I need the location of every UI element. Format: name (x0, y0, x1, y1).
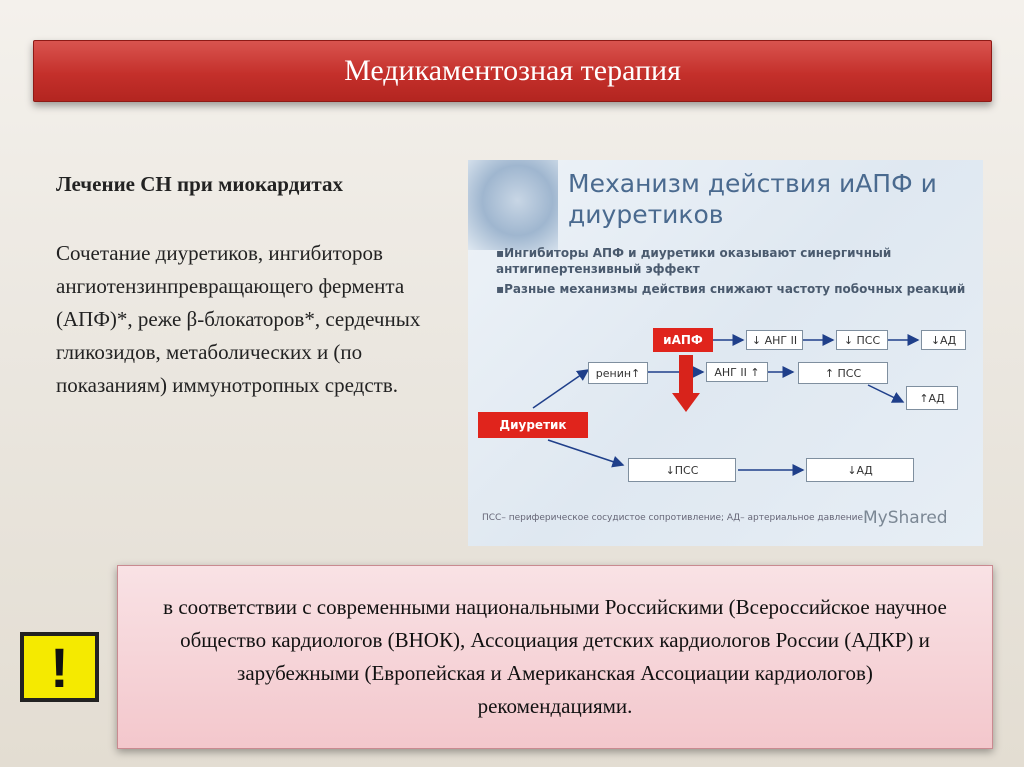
slide-title-bar (33, 40, 992, 102)
node-pss-down-bottom: ↓ПСС (628, 458, 736, 482)
node-pss-up: ↑ ПСС (798, 362, 888, 384)
slide-title: Медикаментозная терапия (344, 54, 681, 87)
body-text (56, 237, 436, 402)
node-ad-down-bottom: ↓АД (806, 458, 914, 482)
red-down-arrow-head (672, 393, 700, 412)
figure-title: Механизм действия иАПФ и диуретиков (568, 169, 937, 229)
mechanism-figure (468, 160, 983, 546)
exclamation-warning-icon (20, 632, 99, 702)
node-iapf: иАПФ (653, 328, 713, 352)
node-diuretic: Диуретик (478, 412, 588, 438)
node-ad-down-top: ↓АД (921, 330, 966, 350)
note-text: в соответствии с современными национальными Российскими (Всероссийское научное общество кардиологов (ВНОК), Ассоциация детских кардиологов России (АДКР) и зарубежными (Европейская и Американская Ассоциации кардиологов) рекомендациями. (163, 595, 947, 718)
body-paragraph: Сочетание диуретиков, ингибиторов ангиотензинпревращающего фермента (АПФ)*, реже β-блокаторов*, сердечных гликозидов, метаболических и (по показаниям) иммунотропных средств. (56, 241, 421, 397)
warning-symbol: ! (50, 635, 69, 699)
figure-footnote: ПСС– периферическое сосудистое сопротивление; АД– артериальное давление (482, 513, 864, 523)
arrow (533, 370, 588, 408)
node-ang2-up: АНГ II ↑ (706, 362, 768, 382)
node-ad-up: ↑АД (906, 386, 958, 410)
flow-arrows (468, 160, 983, 546)
recommendations-note (117, 565, 993, 749)
watermark: MyShared (863, 508, 948, 528)
arrow (868, 385, 903, 402)
section-subtitle: Лечение СН при миокардитах (56, 172, 343, 196)
arrow (548, 440, 623, 465)
node-ang2-down: ↓ АНГ II (746, 330, 803, 350)
node-renin-up: ренин↑ (588, 362, 648, 384)
figure-bullet: ▪Разные механизмы действия снижают частоту побочных реакций (496, 282, 966, 296)
node-pss-down-top: ↓ ПСС (836, 330, 888, 350)
figure-bullet: ▪Ингибиторы АПФ и диуретики оказывают синергичный антигипертензивный эффект (496, 246, 892, 276)
red-down-arrow-shaft (679, 355, 693, 395)
